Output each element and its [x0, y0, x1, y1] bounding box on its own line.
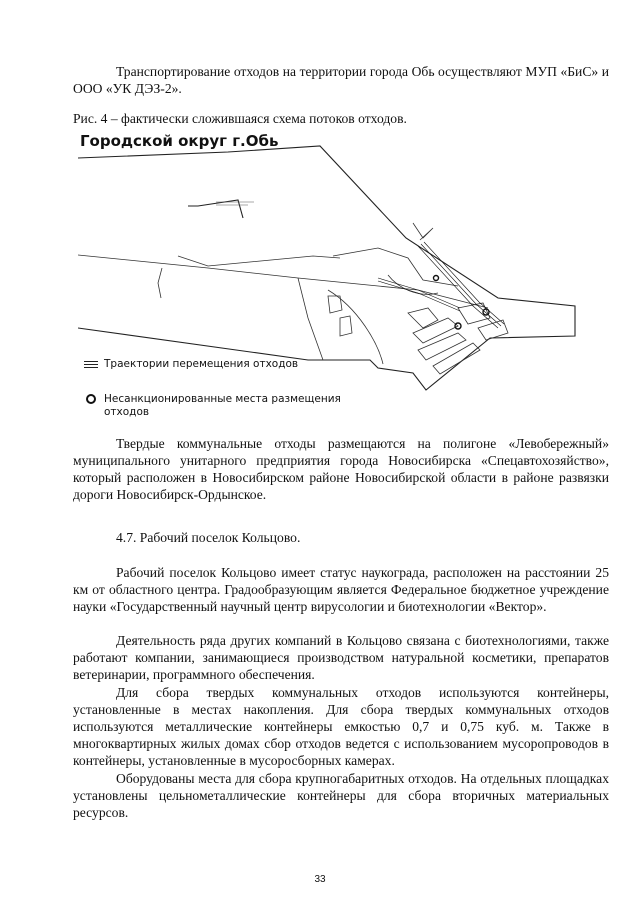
landfill-paragraph: Твердые коммунальные отходы размещаются на полигоне «Левобережный» муниципального унитарного предприятия города Новосибирска «Спецавтохозяйство», который расположен в Новосибирском районе Новосибирской области в районе развязки дороги Новосибирск-Ордынское. — [73, 436, 609, 502]
page-number: 33 — [314, 874, 326, 885]
city-boundary — [78, 146, 575, 390]
circle-marker-icon — [86, 394, 96, 404]
triple-line-icon — [84, 361, 98, 368]
figure-caption: Рис. 4 – фактически сложившаяся схема потоков отходов. — [73, 111, 407, 126]
legend-unauthorized-label: Несанкционированные места размещения отходов — [104, 393, 341, 418]
intro-paragraph: Транспортирование отходов на территории города Обь осуществляют МУП «БиС» и ООО «УК ДЭЗ-2». — [73, 64, 609, 96]
paragraph-containers: Для сбора твердых коммунальных отходов используются контейнеры, установленные в местах накопления. Для сбора твердых коммунальных отходов используются металлические контейнеры емкостью 0,7 и 0,75 куб. м. Также в многоквартирных жилых домах сбор отходов ведется с использованием мусоропроводов в контейнеры, установленные в мусоросборных камерах. — [73, 685, 609, 768]
map-title: Городской округ г.Обь — [80, 132, 279, 150]
section-heading: 4.7. Рабочий поселок Кольцово. — [116, 530, 301, 545]
paragraph-bulky-waste: Оборудованы места для сбора крупногабаритных отходов. На отдельных площадках установлены цельнометаллические контейнеры для сбора вторичных материальных ресурсов. — [73, 771, 609, 820]
legend-trajectories-label: Траектории перемещения отходов — [104, 358, 299, 370]
paragraph-companies: Деятельность ряда других компаний в Кольцово связана с биотехнологиями, также работают компании, занимающиеся производством натуральной косметики, препаратов ветеринарии, программного обеспечения. — [73, 633, 609, 682]
built-up-blocks — [328, 296, 508, 374]
paragraph-status: Рабочий поселок Кольцово имеет статус наукограда, расположен на расстоянии 25 км от областного центра. Градообразующим является Федеральное бюджетное учреждение науки «Государственный научный центр вирусологии и биотехнологии «Вектор». — [73, 565, 609, 614]
